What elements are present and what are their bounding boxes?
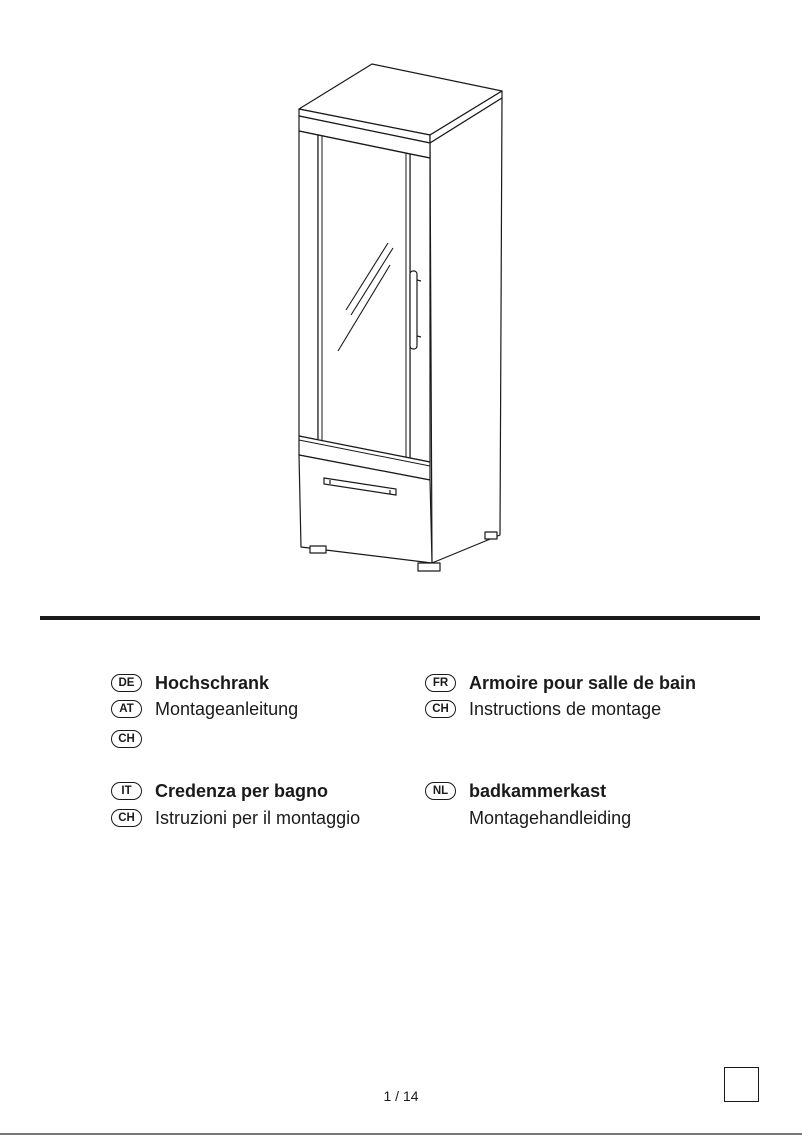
corner-box: [724, 1067, 759, 1102]
title-de: Hochschrank: [155, 673, 270, 693]
page-bottom-edge: [0, 1133, 802, 1135]
badge-at: AT: [111, 700, 142, 718]
badge-de: DE: [111, 674, 142, 692]
subtitle-it: Istruzioni per il montaggio: [155, 808, 361, 828]
badge-nl: NL: [425, 782, 456, 800]
badge-ch-de: CH: [111, 730, 142, 748]
glass-pane: [318, 135, 410, 458]
subtitle-de: Montageanleitung: [155, 699, 299, 719]
badge-ch-fr: CH: [425, 700, 456, 718]
page-number: 1 / 14: [383, 1088, 419, 1104]
title-fr: Armoire pour salle de bain: [469, 673, 697, 693]
section-divider: [40, 616, 760, 620]
title-it: Credenza per bagno: [155, 781, 329, 801]
badge-ch-it: CH: [111, 809, 142, 827]
badge-fr: FR: [425, 674, 456, 692]
badge-it: IT: [111, 782, 142, 800]
title-nl: badkammerkast: [469, 781, 607, 801]
subtitle-nl: Montagehandleiding: [469, 808, 632, 828]
cabinet-side: [430, 98, 502, 563]
subtitle-fr: Instructions de montage: [469, 699, 662, 719]
